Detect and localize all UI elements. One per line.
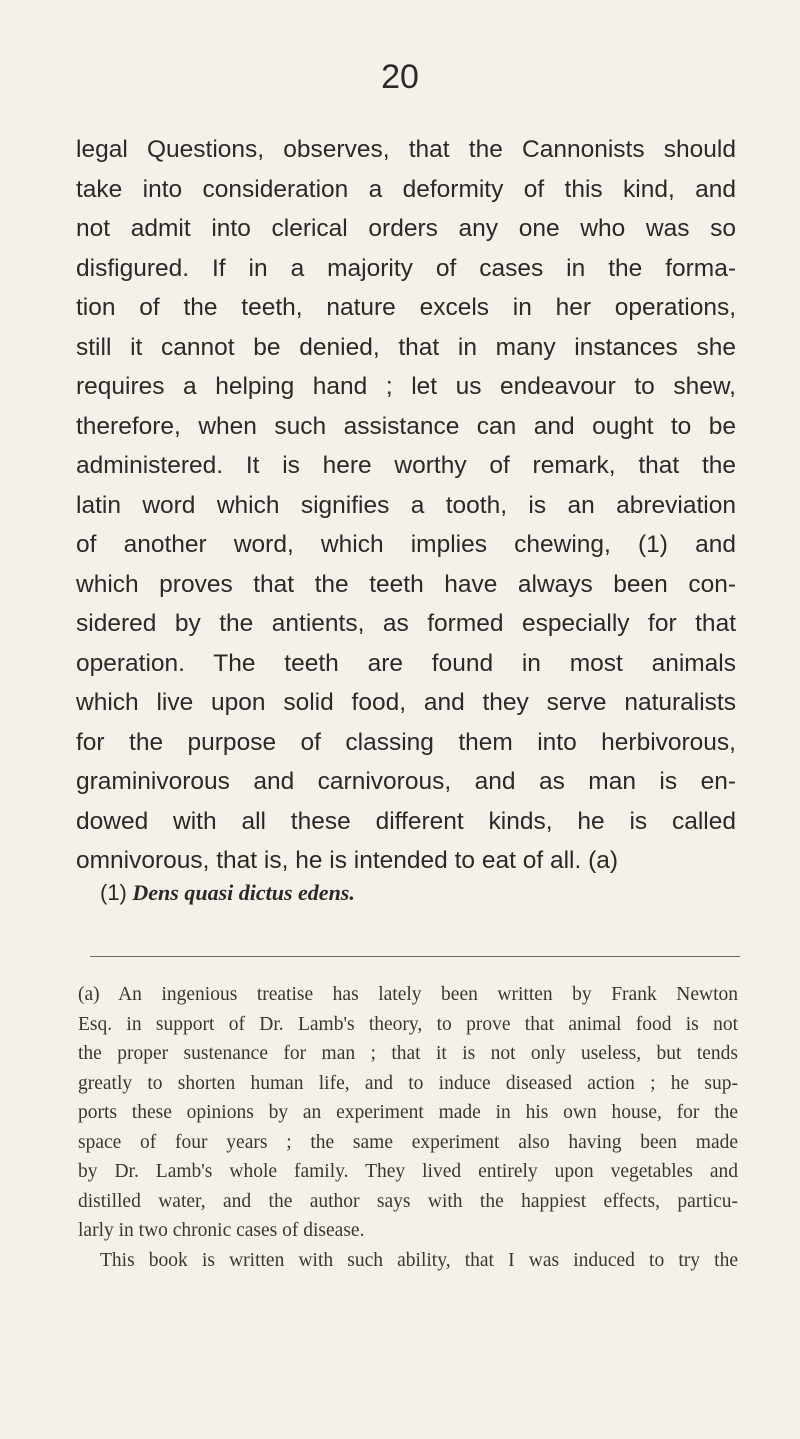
text-line: legal Questions, observes, that the Cannonists should: [76, 136, 736, 163]
text-line: for the purpose of classing them into herbivorous,: [76, 728, 736, 756]
text-line: sidered by the antients, as formed especially for that: [76, 610, 736, 637]
text-line: which live upon solid food, and they serve naturalists: [76, 689, 736, 716]
footnote-latin-text: Dens quasi dictus edens.: [132, 880, 355, 905]
footnote-line: greatly to shorten human life, and to induce diseased action ; he sup-: [78, 1072, 738, 1094]
text-line: operation. The teeth are found in most animals: [76, 649, 736, 677]
text-line: still it cannot be denied, that in many instances she: [76, 333, 736, 361]
main-text: [76, 130, 736, 881]
text-line: which proves that the teeth have always been con-: [76, 570, 736, 598]
text-line: tion of the teeth, nature excels in her operations,: [76, 294, 736, 321]
text-line: graminivorous and carnivorous, and as man is en-: [76, 768, 736, 795]
footnote-line: This book is written with such ability, that I was induced to try the: [100, 1249, 738, 1271]
text-line: latin word which signifies a tooth, is an abreviation: [76, 491, 736, 519]
footnote-line: larly in two chronic cases of disease.: [78, 1220, 365, 1241]
footnote-line: distilled water, and the author says with the happiest effects, particu-: [78, 1190, 738, 1212]
footnote-line: Esq. in support of Dr. Lamb's theory, to prove that animal food is not: [78, 1013, 738, 1035]
text-line: administered. It is here worthy of remark, that the: [76, 452, 736, 479]
footnote-marker: (1): [100, 880, 127, 905]
footnote-line: the proper sustenance for man ; that it is not only useless, but tends: [78, 1043, 738, 1064]
footnote-line: space of four years ; the same experiment also having been made: [78, 1131, 738, 1153]
footnote-line: by Dr. Lamb's whole family. They lived entirely upon vegetables and: [78, 1161, 738, 1182]
text-line: dowed with all these different kinds, he is called: [76, 807, 736, 835]
text-line: omnivorous, that is, he is intended to eat of all. (a): [76, 847, 619, 874]
text-line: requires a helping hand ; let us endeavour to shew,: [76, 373, 736, 400]
footnote-a: [78, 980, 738, 1275]
text-line: disfigured. If in a majority of cases in the forma-: [76, 254, 736, 282]
footnote-line: (a) An ingenious treatise has lately been written by Frank Newton: [78, 984, 738, 1005]
footnote-line: ports these opinions by an experiment made in his own house, for the: [78, 1102, 738, 1123]
footnote-divider: [90, 956, 740, 957]
page-number: 20: [381, 58, 419, 96]
text-line: not admit into clerical orders any one who was so: [76, 215, 736, 242]
text-line: therefore, when such assistance can and ought to be: [76, 412, 736, 440]
text-line: of another word, which implies chewing, (1) and: [76, 531, 736, 558]
text-line: take into consideration a deformity of this kind, and: [76, 175, 736, 203]
footnote-1: [100, 880, 355, 906]
